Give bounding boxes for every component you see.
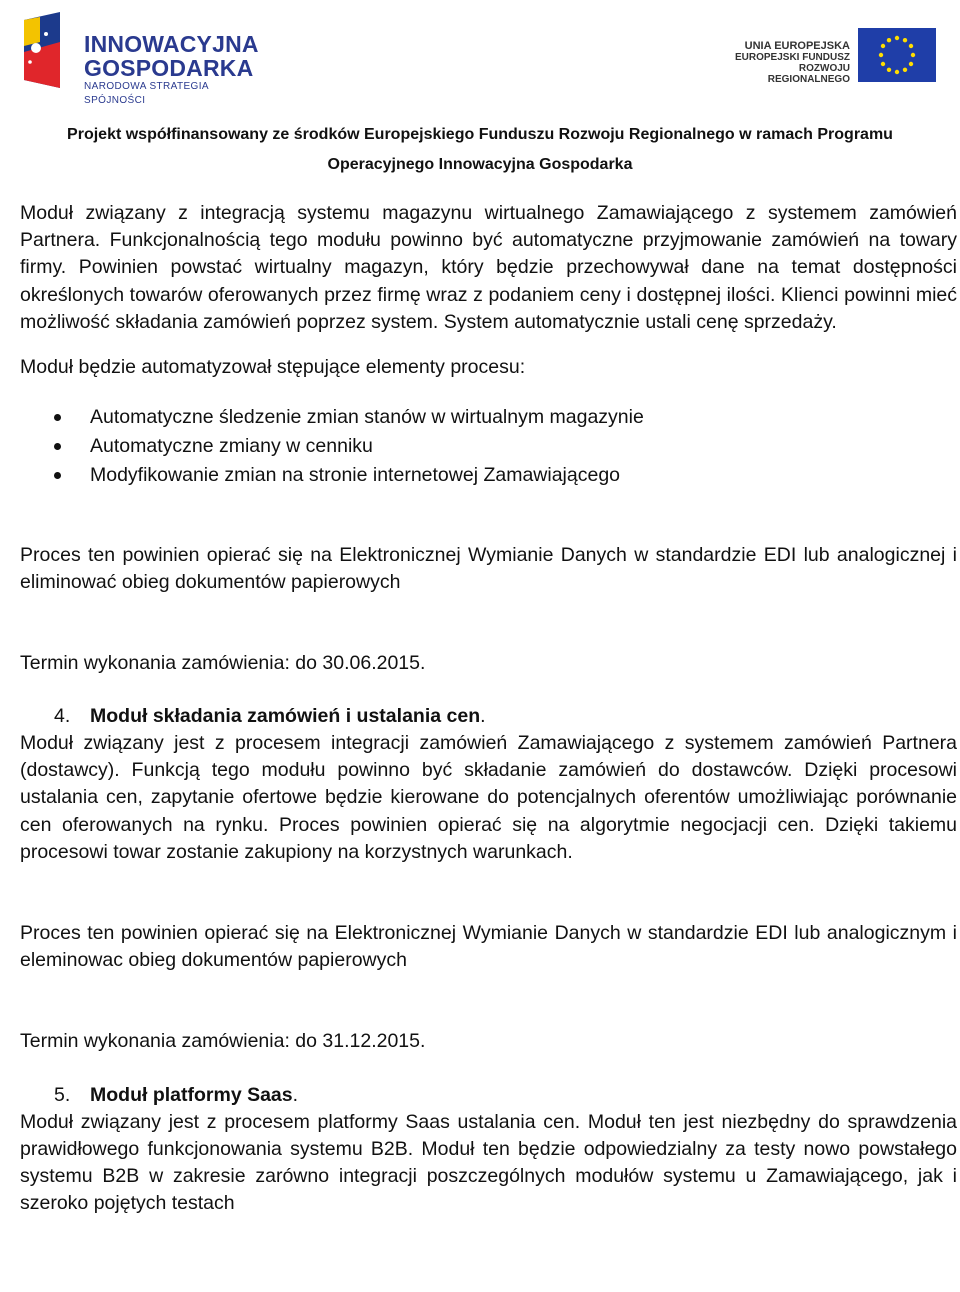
document-body — [20, 200, 957, 1218]
section4-body: Moduł związany jest z procesem integracji zamówień Zamawiającego z systemem zamówień Partnera (dostawcy). Funkcją tego modułu powinno być składanie zamówień do dostawców. Dzięki procesowi ustalania cen, zapytanie ofertowe będzie kierowane do potencjalnych oferentów umożliwiając porównanie cen oferowanych na rynku. Proces powinien opierać się na algorytmie negocjacji cen. Dzięki takiemu procesowi towar zostanie zakupiony na korzystnych warunkach. — [20, 732, 957, 863]
eu-fund-logo — [722, 28, 937, 86]
list-item: Automatyczne śledzenie zmian stanów w wirtualnym magazynie — [20, 403, 957, 432]
section4-edi: Proces ten powinien opierać się na Elektronicznej Wymianie Danych w standardzie EDI lub analogicznym i eleminowac obieg dokumentów papierowych — [20, 922, 957, 972]
section4-deadline: Termin wykonania zamówienia: do 31.12.2015. — [20, 1030, 426, 1053]
section5-number: 5. — [54, 1083, 71, 1106]
section3-deadline: Termin wykonania zamówienia: do 30.06.2015. — [20, 651, 426, 674]
section4-heading — [20, 703, 957, 730]
ig-emblem-icon — [22, 12, 62, 88]
eu-logo-line2: EUROPEJSKI FUNDUSZ — [734, 52, 850, 63]
project-note-line2: Operacyjnego Innowacyjna Gospodarka — [327, 156, 633, 173]
ig-logo-subtitle: NARODOWA STRATEGIA SPÓJNOŚCI — [84, 81, 209, 106]
section4-number: 4. — [54, 704, 71, 727]
eu-logo-line3: ROZWOJU REGIONALNEGO — [767, 63, 850, 85]
process-elements-list — [20, 403, 957, 490]
section5-title-suffix: . — [292, 1083, 299, 1106]
section5-heading — [20, 1082, 957, 1109]
document-header — [0, 0, 960, 106]
innowacyjna-gospodarka-logo — [22, 10, 258, 106]
section3-intro: Moduł związany z integracją systemu magazynu wirtualnego Zamawiającego z systemem zamówień Partnera. Funkcjonalnością tego modułu powinno być automatyczne przyjmowanie zamówień na towary firmy. Powinien powstać wirtualny magazyn, który będzie przechowywał dane na temat dostępności określonych towarów oferowanych przez firmę wraz z podaniem ceny i dostępnej ilości. Klienci powinni mieć możliwość składania zamówień poprzez system. System automatycznie ustali cenę sprzedaży. — [20, 202, 957, 333]
section5-title: Moduł platformy Saas — [90, 1083, 293, 1106]
project-cofinancing-note — [0, 120, 960, 180]
list-item: Modyfikowanie zmian na stronie internetowej Zamawiającego — [20, 461, 957, 490]
section3-edi: Proces ten powinien opierać się na Elektronicznej Wymianie Danych w standardzie EDI lub analogicznej i eliminować obieg dokumentów papierowych — [20, 544, 957, 594]
project-note-line1: Projekt współfinansowany ze środków Europejskiego Funduszu Rozwoju Regionalnego w ramach Programu — [67, 126, 893, 143]
list-item: Automatyczne zmiany w cenniku — [20, 432, 957, 461]
ig-logo-title: INNOWACYJNA GOSPODARKA — [84, 31, 258, 81]
section4-title-suffix: . — [480, 704, 486, 727]
section4-title: Moduł składania zamówień i ustalania cen — [90, 704, 481, 727]
section5-body: Moduł związany jest z procesem platformy Saas ustalania cen. Moduł ten jest niezbędny do sprawdzenia prawidłowego funkcjonowania systemu B2B. Moduł ten będzie odpowiedzialny za testy nowo powstałego systemu B2B w zakresie zarówno integracji poszczególnych modułów systemu u Zamawiającego, jak i szeroko pojętych testach — [20, 1110, 957, 1215]
section3-lead: Moduł będzie automatyzował stępujące elementy procesu: — [20, 356, 526, 379]
eu-flag-icon — [858, 28, 936, 82]
eu-logo-line1: UNIA EUROPEJSKA — [744, 40, 850, 52]
